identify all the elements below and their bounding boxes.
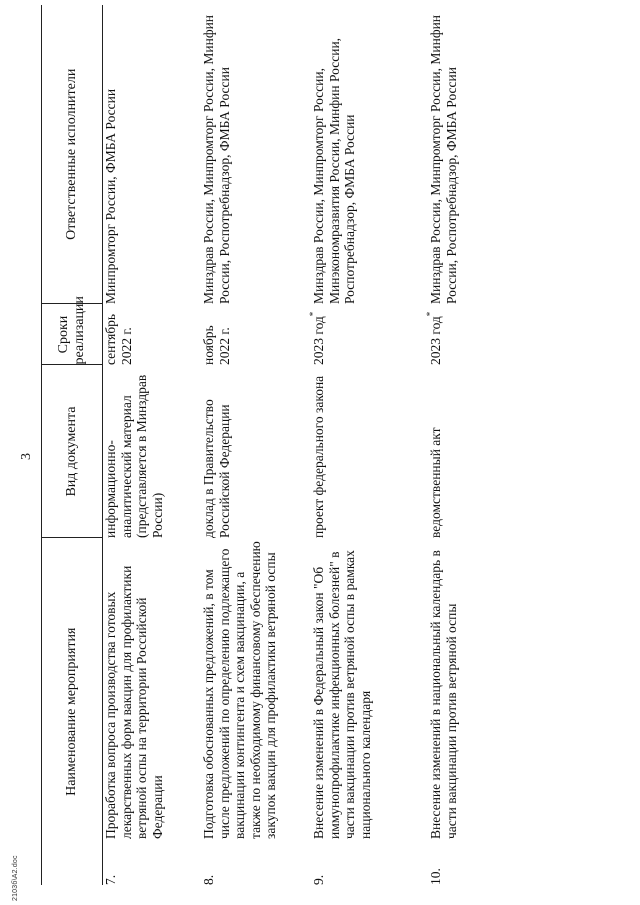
cell-term	[425, 304, 528, 365]
cell-responsible: Минпромторг России, ФМБА России	[103, 88, 118, 304]
term-footnote-mark: *	[425, 311, 435, 317]
action-plan-table	[41, 5, 528, 885]
cell-term	[308, 304, 428, 365]
table-row	[201, 5, 311, 885]
cell-doc-type: доклад в Правительство Российской Федерации	[201, 399, 232, 538]
row-number: 8.	[201, 874, 216, 885]
row-name: Внесение изменений в национальный календарь в части вакцинации против ветряной оспы	[428, 550, 459, 839]
cell-responsible: Минздрав России, Минпромторг России, Минэкономразвития России, Минфин России, Роспотребнадзор, ФМБА России	[311, 37, 358, 304]
table-row	[311, 5, 428, 885]
cell-name	[428, 538, 528, 885]
cell-term	[201, 304, 311, 365]
term-text: сентябрь 2022 г.	[103, 313, 134, 365]
document-file-code: 2103б\А2.doc	[12, 855, 19, 901]
row-name: Внесение изменений в Федеральный закон "Об иммунопрофилактике инфекционных болезней" в части вакцинации против ветряной оспы в рамках национального календаря	[311, 550, 373, 839]
cell-doc-type: ведомственный акт	[428, 427, 443, 538]
cell-responsible: Минздрав России, Минпромторг России, Минфин России, Роспотребнадзор, ФМБА России	[201, 14, 232, 304]
row-name: Проработка вопроса производства готовых лекарственных форм вакцин для профилактики ветряной оспы на территории Российской Федерации	[103, 565, 165, 839]
term-text: ноябрь 2022 г.	[201, 325, 232, 365]
cell-doc-type: информационно-аналитический материал (представляется в Минздрав России)	[103, 374, 165, 538]
header-doc-type: Вид документа	[42, 365, 103, 538]
header-term: Сроки реализации	[42, 304, 103, 365]
header-name: Наименование мероприятия	[42, 538, 103, 885]
row-name: Подготовка обоснованных предложений, в том числе предложений по определению подлежащего вакцинации контингента и схем вакцинации, а также по необходимому финансовому обеспечению закупок вакцин для профилактики ветряной оспы	[201, 541, 279, 839]
cell-term	[103, 304, 202, 365]
term-text: 2023 год	[311, 316, 326, 365]
row-number: 7.	[103, 874, 118, 885]
cell-name	[103, 538, 202, 885]
table-row	[103, 5, 202, 885]
cell-responsible: Минздрав России, Минпромторг России, Минфин России, Роспотребнадзор, ФМБА России	[428, 14, 459, 304]
term-footnote-mark: *	[308, 311, 318, 317]
row-number: 10.	[428, 868, 443, 885]
cell-name	[311, 538, 428, 885]
row-number: 9.	[311, 874, 326, 885]
term-text: 2023 год	[428, 316, 443, 365]
page-number: 3	[19, 453, 34, 460]
table-header-row	[42, 5, 103, 885]
table-row	[428, 5, 528, 885]
cell-doc-type: проект федерального закона	[311, 375, 326, 538]
header-responsible: Ответственные исполнители	[42, 5, 103, 304]
cell-name	[201, 538, 311, 885]
